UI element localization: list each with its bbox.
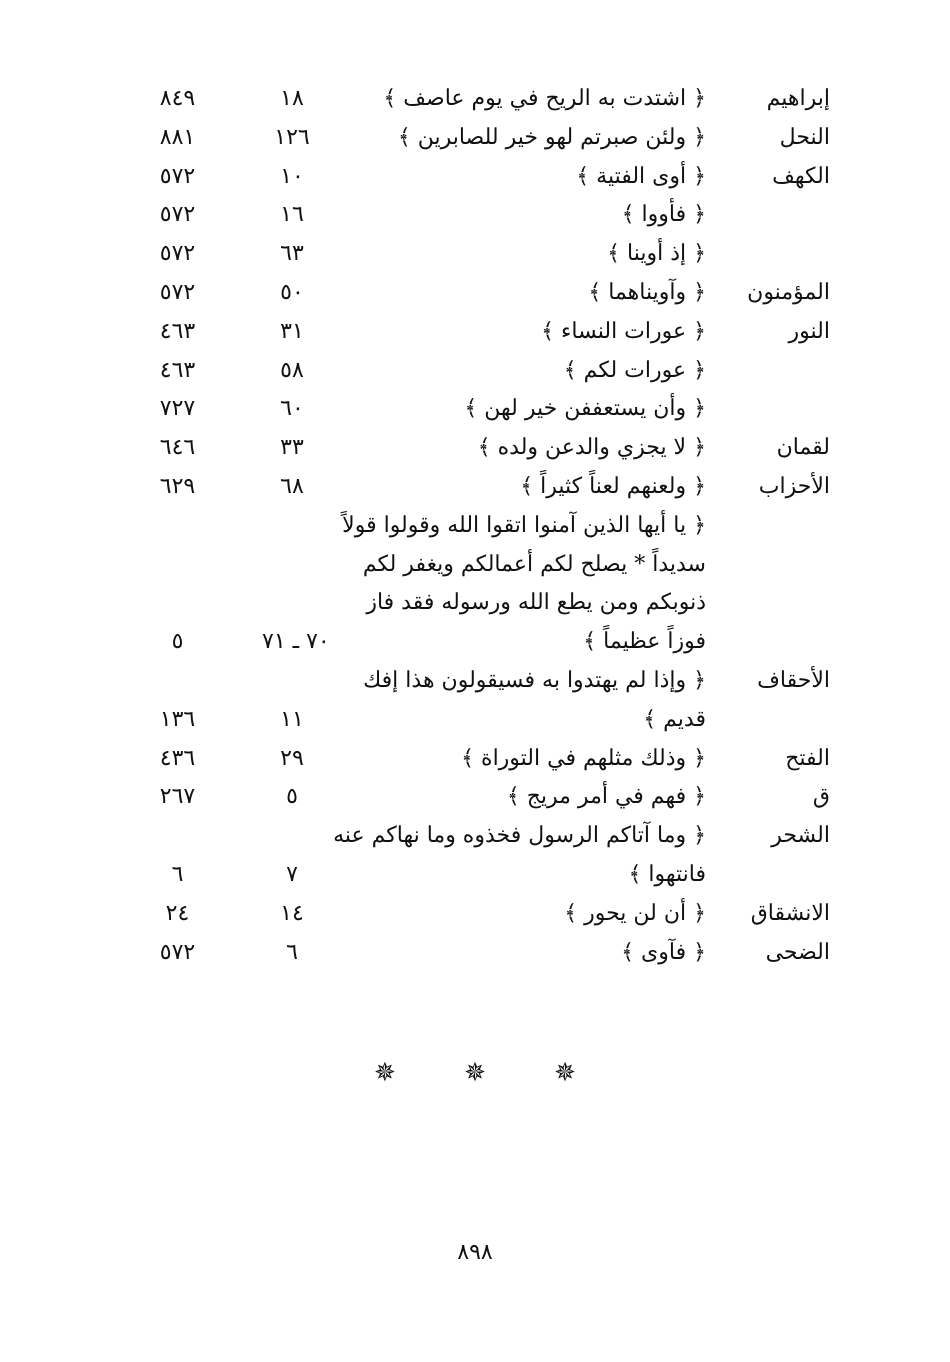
verse-text: ﴿ لا يجزي والدعن ولده ﴾ [477,435,706,461]
ayah-number: ٥ [286,784,298,810]
page-reference: ٤٦٣ [159,357,196,383]
page-reference: ٦٤٦ [159,435,196,461]
ayah-number: ٣١ [280,318,304,344]
surah-name: الأحقاف [757,668,830,693]
page-reference: ٦٢٩ [159,474,196,499]
page-number: ٨٩٨ [457,1240,493,1265]
page-reference: ٢٤ [165,900,190,926]
page-reference: ٧٢٧ [159,396,196,422]
ayah-number: ١٢٦ [274,124,310,150]
page-reference: ٨٤٩ [159,86,196,111]
surah-name: الانشقاق [750,900,830,926]
verse-text: ﴿ ولئن صبرتم لهو خير للصابرين ﴾ [397,124,706,150]
surah-name: المؤمنون [747,280,830,305]
page-reference: ٥٧٢ [159,939,196,965]
verse-text: ﴿ فآوى ﴾ [621,939,706,965]
page-reference: ٨٨١ [159,124,196,150]
ayah-number: ١٤ [280,900,304,926]
page-reference: ٤٦٣ [159,318,196,344]
page-reference: ٥٧٢ [159,280,196,305]
verse-text: ﴿ وإذا لم يهتدوا به فسيقولون هذا إفك [363,668,706,693]
ayah-number: ٦٠ [280,396,304,422]
ayah-number: ٧ [286,862,298,887]
verse-text: ﴿ عورات النساء ﴾ [541,318,706,344]
verse-text: ﴿ يا أيها الذين آمنوا اتقوا الله وقولوا قولاً [342,512,706,538]
ayah-number: ٥٨ [280,357,304,383]
verse-text: سديداً * يصلح لكم أعمالكم ويغفر لكم [362,551,706,577]
surah-name: الفتح [785,745,830,771]
ayah-number: ٥٠ [280,280,304,305]
verse-text: ﴿ وأن يستعففن خير لهن ﴾ [464,396,706,422]
surah-name: ق [812,784,830,810]
verse-text: ﴿ ولعنهم لعناً كثيراً ﴾ [520,474,706,499]
section-divider: ✵ ✵ ✵ [374,1058,606,1088]
page-reference: ١٣٦ [159,706,196,732]
ayah-number: ٣٣ [280,435,304,461]
verse-text: فانتهوا ﴾ [628,862,706,887]
ayah-number: ٦ [286,939,298,965]
verse-text: ﴿ إذ أوينا ﴾ [607,241,706,267]
verse-text: ﴿ اشتدت به الريح في يوم عاصف ﴾ [383,86,706,111]
verse-text: ذنوبكم ومن يطع الله ورسوله فقد فاز [366,590,706,616]
surah-name: النور [788,318,830,344]
surah-name: الضحى [765,939,830,965]
ayah-number: ١٨ [280,86,304,111]
page-reference: ٢٦٧ [159,784,196,810]
verse-text: ﴿ فهم في أمر مريج ﴾ [506,784,706,810]
verse-text: ﴿ عورات لكم ﴾ [563,357,706,383]
ayah-number: ١٠ [280,163,304,189]
verse-text: ﴿ وآويناهما ﴾ [588,280,706,305]
verse-text: فوزاً عظيماً ﴾ [583,629,706,655]
ayah-number: ٢٩ [280,745,304,771]
surah-name: الكهف [772,163,830,189]
page-reference: ٦ [171,862,184,887]
surah-name: الأحزاب [758,474,830,499]
page-reference: ٥ [171,629,184,655]
ayah-number: ١١ [280,706,304,732]
ayah-number: ١٦ [280,202,304,228]
page-reference: ٥٧٢ [159,202,196,228]
ayah-number: ٦٣ [280,241,304,267]
verse-text: ﴿ أوى الفتية ﴾ [576,163,706,189]
verse-text: ﴿ وذلك مثلهم في التوراة ﴾ [461,745,706,771]
surah-name: الشحر [771,823,830,849]
verse-text: قديم ﴾ [643,706,706,732]
surah-name: لقمان [776,435,830,461]
page-reference: ٥٧٢ [159,241,196,267]
surah-name: إبراهيم [766,86,830,111]
verse-text: ﴿ أن لن يحور ﴾ [564,900,706,926]
ayah-number: ٧٠ ـ ٧١ [262,629,330,655]
verse-text: ﴿ وما آتاكم الرسول فخذوه وما نهاكم عنه [333,823,706,849]
surah-name: النحل [779,124,830,150]
page-reference: ٥٧٢ [159,163,196,189]
page-reference: ٤٣٦ [159,745,196,771]
verse-text: ﴿ فأووا ﴾ [621,202,706,228]
ayah-number: ٦٨ [280,474,304,499]
